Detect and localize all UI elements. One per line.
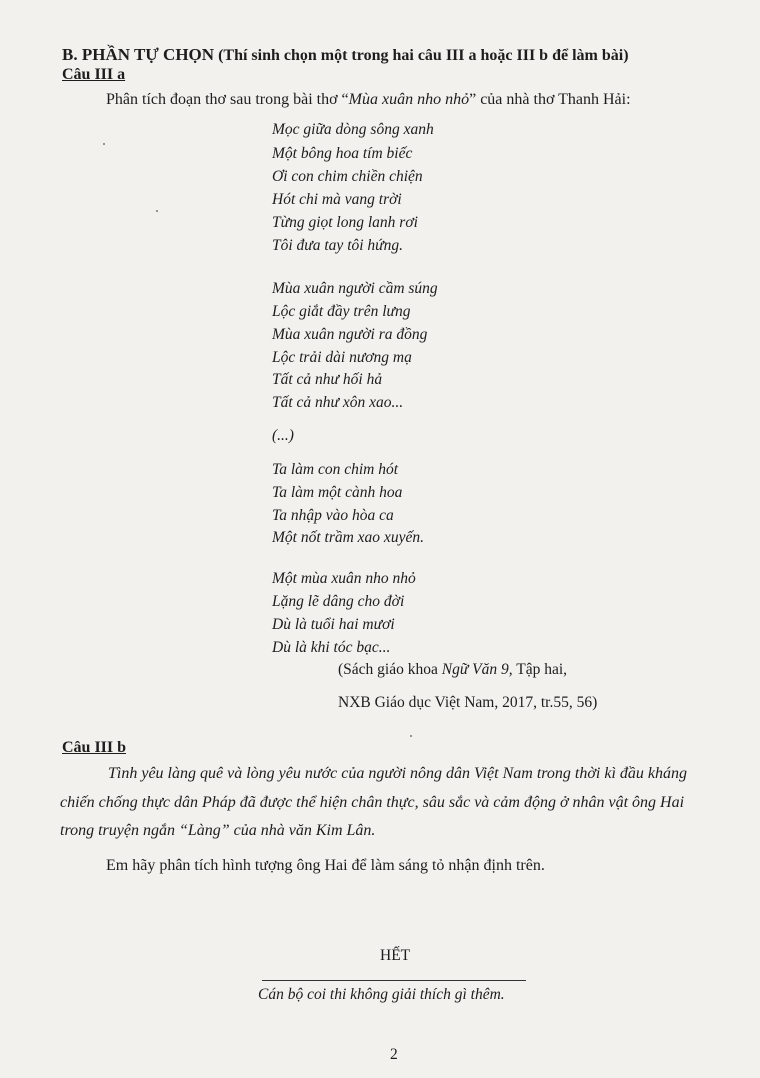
poem-line: Mọc giữa dòng sông xanh	[272, 121, 434, 138]
poem-line: Dù là tuổi hai mươi	[272, 616, 395, 633]
poem-line: Mùa xuân người cầm súng	[272, 280, 438, 297]
page-number: 2	[390, 1046, 398, 1063]
poem-line: Dù là khi tóc bạc...	[272, 639, 391, 656]
source-suffix: Tập hai,	[512, 661, 568, 678]
source-prefix: (Sách giáo khoa	[338, 661, 442, 678]
section-b-instruction: (Thí sinh chọn một trong hai câu III a hoặc III b để làm bài)	[214, 47, 629, 64]
poem-line: Một nốt trầm xao xuyến.	[272, 529, 424, 546]
proctor-note: Cán bộ coi thi không giải thích gì thêm.	[258, 986, 505, 1003]
section-b-title: B. PHẦN TỰ CHỌN	[62, 45, 215, 64]
poem-line: Ta làm một cành hoa	[272, 484, 403, 501]
paper-speck	[410, 735, 412, 737]
paper-speck	[103, 143, 105, 145]
question-3b-task: Em hãy phân tích hình tượng ông Hai để làm sáng tỏ nhận định trên.	[106, 857, 545, 874]
question-3b-statement-line-3: trong truyện ngắn “Làng” của nhà văn Kim Lân.	[60, 822, 376, 839]
question-3a-label: Câu III a	[62, 66, 126, 83]
poem-line: Tất cả như xôn xao...	[272, 394, 404, 411]
poem-line: Mùa xuân người ra đồng	[272, 326, 428, 343]
section-b-heading	[62, 45, 629, 65]
end-marker: HẾT	[380, 947, 411, 964]
poem-line: Tất cả như hối hả	[272, 371, 383, 388]
paper-speck	[156, 210, 158, 212]
poem-source-line-2: NXB Giáo dục Việt Nam, 2017, tr.55, 56)	[338, 694, 598, 711]
poem-line: Ta làm con chim hót	[272, 461, 399, 478]
poem-line: Một bông hoa tím biếc	[272, 145, 413, 162]
poem-ellipsis: (...)	[272, 427, 294, 444]
poem-source-line-1	[338, 661, 567, 679]
poem-line: Tôi đưa tay tôi hứng.	[272, 237, 404, 254]
question-3b-statement-line-1: Tình yêu làng quê và lòng yêu nước của người nông dân Việt Nam trong thời kì đầu kháng	[108, 765, 687, 782]
poem-line: Lộc giắt đầy trên lưng	[272, 303, 411, 320]
poem-line: Từng giọt long lanh rơi	[272, 214, 418, 231]
question-3a-prompt	[106, 91, 631, 109]
poem-line: Ta nhập vào hòa ca	[272, 507, 394, 524]
poem-line: Một mùa xuân nho nhỏ	[272, 570, 416, 587]
prompt-text-end: ” của nhà thơ Thanh Hải:	[469, 91, 631, 108]
poem-line: Lặng lẽ dâng cho đời	[272, 593, 405, 610]
poem-line: Hót chi mà vang trời	[272, 191, 402, 208]
poem-line: Lộc trải dài nương mạ	[272, 349, 412, 366]
question-3b-label: Câu III b	[62, 739, 127, 756]
poem-title: Mùa xuân nho nhỏ	[348, 91, 470, 108]
poem-line: Ơi con chim chiền chiện	[272, 168, 423, 185]
question-3b-statement-line-2: chiến chống thực dân Pháp đã được thể hiện chân thực, sâu sắc và cảm động ở nhân vật ông Hai	[60, 794, 685, 811]
source-book-title: Ngữ Văn 9,	[441, 661, 513, 678]
divider-line	[262, 980, 526, 981]
prompt-text-start: Phân tích đoạn thơ sau trong bài thơ “	[106, 91, 349, 108]
